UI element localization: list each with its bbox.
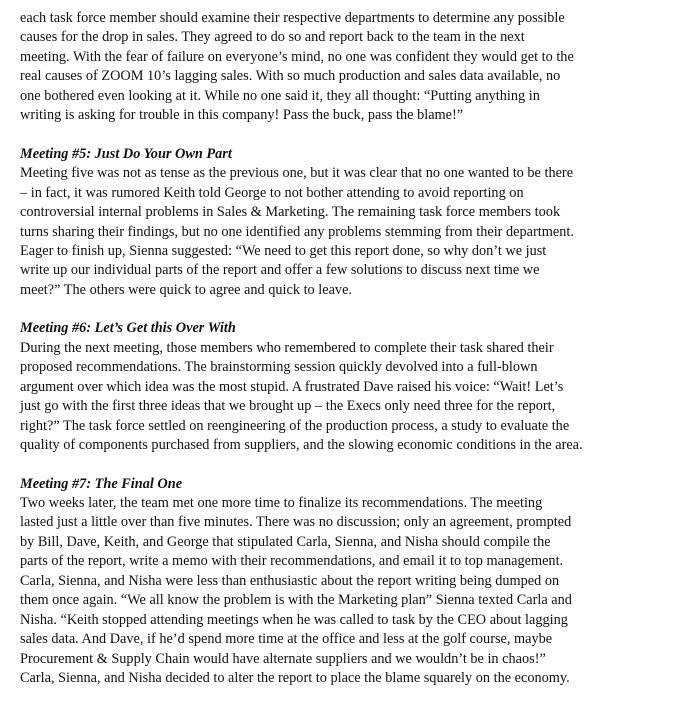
text-line: them once again. “We all know the problem is with the Marketing plan” Sienna texted Carla and	[20, 592, 572, 609]
text-line: by Bill, Dave, Keith, and George that stipulated Carla, Sienna, and Nisha should compile the	[20, 533, 551, 550]
text-line: During the next meeting, those members who remembered to complete their task shared their	[20, 339, 554, 356]
text-line: just go with the first three ideas that we brought up – the Execs only need three for the report,	[20, 398, 556, 415]
text-line: one bothered even looking at it. While no one said it, they all thought: “Putting anything in	[20, 87, 540, 104]
text-line: parts of the report, write a memo with their recommendations, and email it to top management.	[20, 553, 564, 570]
text-line: write up our individual parts of the report and offer a few solutions to discuss next time we	[20, 262, 540, 279]
document-page	[20, 9, 660, 689]
meeting-7-heading: Meeting #7: The Final One	[20, 475, 183, 492]
text-line: Nisha. “Keith stopped attending meetings when he was called to task by the CEO about lagging	[20, 611, 568, 628]
text-line: proposed recommendations. The brainstorming session quickly devolved into a full-blown	[20, 359, 538, 376]
text-line: – in fact, it was rumored Keith told George to not bother attending to avoid reporting on	[20, 184, 524, 201]
text-line: Meeting five was not as tense as the previous one, but it was clear that no one wanted to be there	[20, 165, 574, 182]
text-line: right?” The task force settled on reengineering of the production process, a study to evaluate the	[20, 417, 570, 434]
text-line: argument over which idea was the most stupid. A frustrated Dave raised his voice: “Wait! Let’s	[20, 378, 564, 395]
meeting-6-heading: Meeting #6: Let’s Get this Over With	[20, 320, 236, 337]
text-line: Carla, Sienna, and Nisha were less than enthusiastic about the report writing being dumped on	[20, 572, 560, 589]
text-line: quality of components purchased from suppliers, and the slowing economic conditions in the area.	[20, 437, 583, 454]
text-line: Procurement & Supply Chain would have alternate suppliers and we wouldn’t be in chaos!”	[20, 650, 546, 667]
text-line: meet?” The others were quick to agree and quick to leave.	[20, 281, 352, 298]
meeting-5-heading: Meeting #5: Just Do Your Own Part	[20, 145, 232, 162]
text-line: Eager to finish up, Sienna suggested: “We need to get this report done, so why don’t we just	[20, 242, 547, 259]
text-line: causes for the drop in sales. They agreed to do so and report back to the team in the next	[20, 29, 525, 46]
text-line: real causes of ZOOM 10’s lagging sales. With so much production and sales data available, no	[20, 68, 561, 85]
text-line: sales data. And Dave, if he’d spend more time at the office and less at the golf course, maybe	[20, 631, 553, 648]
text-line: each task force member should examine their respective departments to determine any possible	[20, 10, 565, 26]
meeting-5-paragraph	[20, 164, 660, 300]
text-line: writing is asking for trouble in this company! Pass the buck, pass the blame!”	[20, 107, 464, 124]
intro-paragraph	[20, 9, 660, 126]
text-line: controversial internal problems in Sales & Marketing. The remaining task force members took	[20, 204, 561, 221]
text-line: meeting. With the fear of failure on everyone’s mind, no one was confident they would get to the	[20, 48, 574, 65]
meeting-6-paragraph	[20, 339, 660, 456]
text-line: lasted just a little over than five minutes. There was no discussion; only an agreement, prompted	[20, 514, 572, 531]
meeting-7-paragraph	[20, 494, 660, 689]
text-line: Two weeks later, the team met one more time to finalize its recommendations. The meeting	[20, 494, 543, 511]
text-line: Carla, Sienna, and Nisha decided to alter the report to place the blame squarely on the economy.	[20, 670, 570, 687]
text-line: turns sharing their findings, but no one identified any problems stemming from their department.	[20, 223, 574, 240]
